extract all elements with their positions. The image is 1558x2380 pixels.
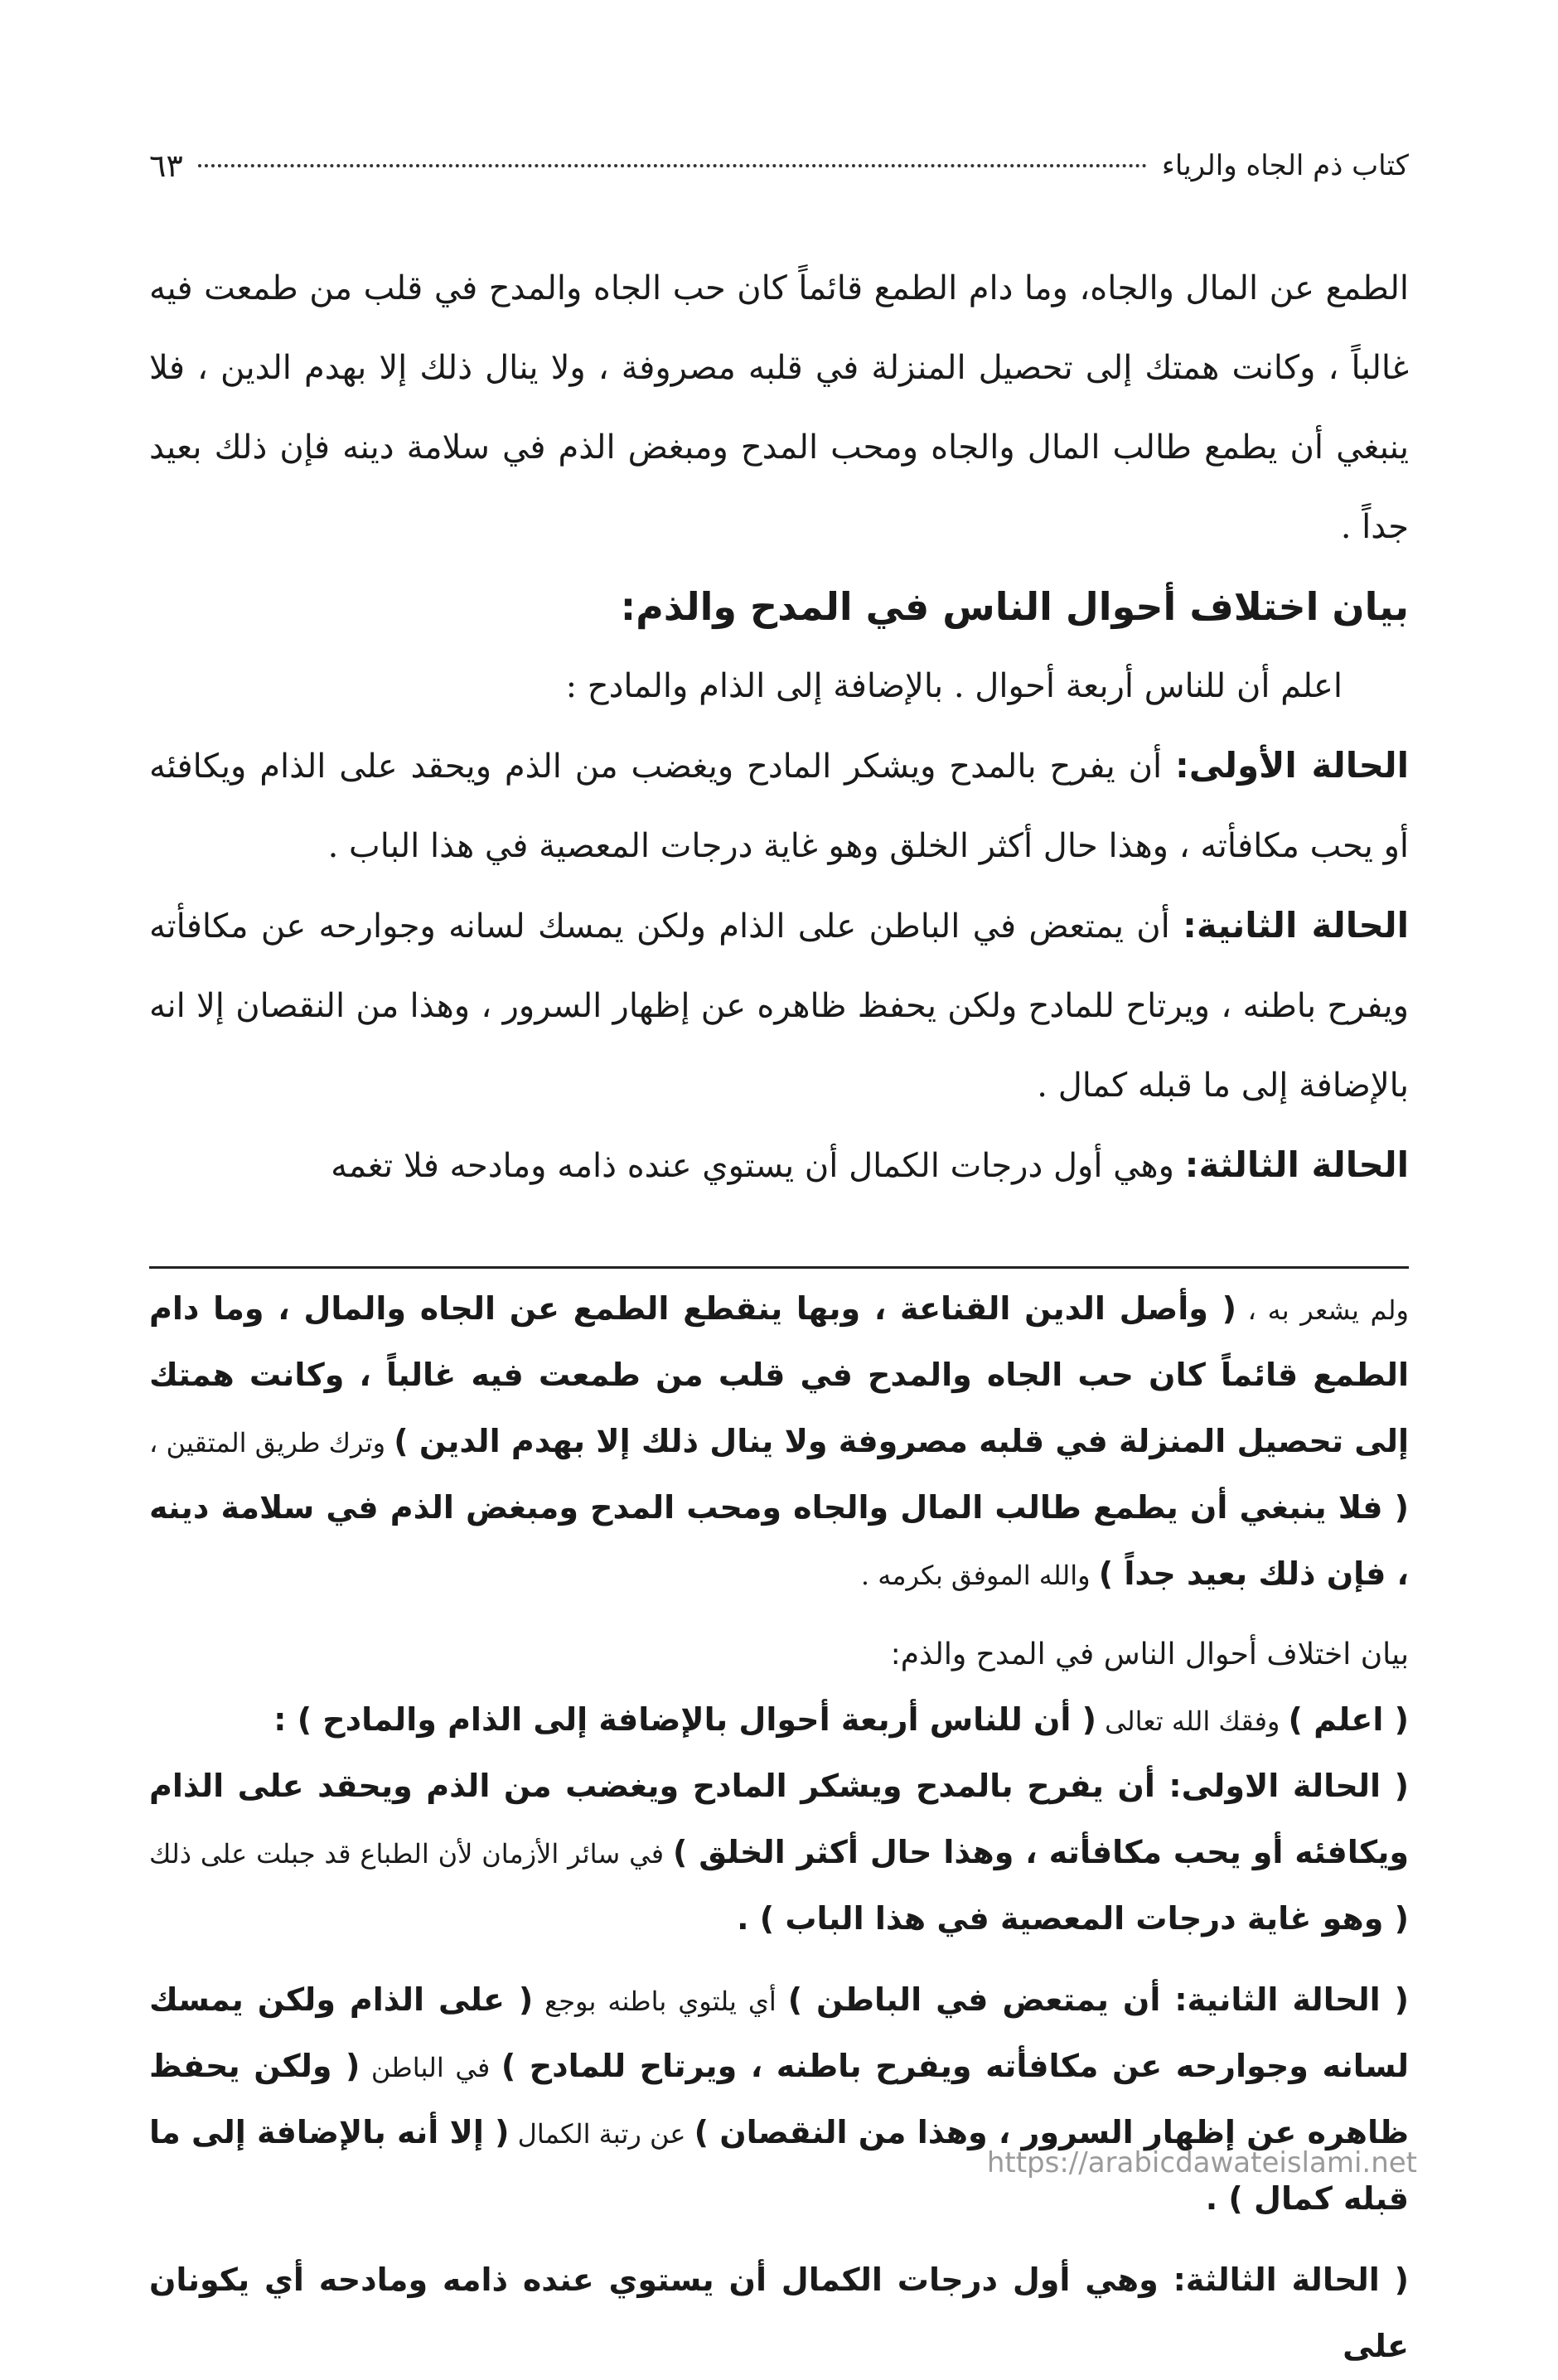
quoted-text: ( الحالة الثانية: أن يمتعض في الباطن ) bbox=[787, 1981, 1409, 2018]
running-header bbox=[149, 141, 1409, 191]
quoted-text: ( الحالة الاولى: أن يفرح بالمدح ويشكر المادح ويغضب من الذم ويحقد على الذام ويكافئه أو يحب مكافأته ، وهذا حال أكثر الخلق ) bbox=[149, 1768, 1409, 1870]
quoted-text: ( وهو غاية درجات المعصية في هذا الباب ) . bbox=[737, 1900, 1409, 1937]
case-3-paragraph bbox=[149, 1125, 1409, 1206]
case-1-paragraph bbox=[149, 726, 1409, 886]
commentary-text: والله الموفق بكرمه . bbox=[860, 1560, 1099, 1591]
commentary-text: عن رتبة الكمال bbox=[509, 2118, 694, 2150]
commentary-paragraph-5 bbox=[149, 1967, 1409, 2232]
commentary-paragraph-6 bbox=[149, 2247, 1409, 2380]
commentary-section bbox=[149, 1276, 1409, 2380]
quoted-text: ( أن للناس أربعة أحوال بالإضافة إلى الذام والمادح ) : bbox=[273, 1701, 1096, 1738]
footnote-divider bbox=[149, 1266, 1409, 1269]
case-2-paragraph bbox=[149, 886, 1409, 1125]
quoted-text: ( الحالة الثالثة: وهي أول درجات الكمال أن يستوي عنده ذامه ومادحه أي يكونان على bbox=[149, 2261, 1409, 2364]
quoted-text: ( وأصل الدين القناعة ، وبها ينقطع الطمع عن الجاه والمال ، وما دام الطمع قائماً كان حب الجاه والمدح في قلب من طمعت فيه غالباً ، وكانت همتك إلى تحصيل المنزلة في قلبه مصروفة ولا ينال ذلك إلا بهدم الدين ) bbox=[149, 1290, 1409, 1459]
case-3-text: وهي أول درجات الكمال أن يستوي عنده ذامه ومادحه فلا تغمه bbox=[331, 1147, 1174, 1185]
case-2-label: الحالة الثانية: bbox=[1183, 905, 1409, 946]
quoted-text: ( على الذام ولكن يمسك لسانه وجوارحه عن مكافأته ويفرح باطنه ، ويرتاح للمادح ) bbox=[149, 1981, 1410, 2084]
commentary-text: ولم يشعر به ، bbox=[1236, 1294, 1410, 1326]
section-heading: بيان اختلاف أحوال الناس في المدح والذم: bbox=[620, 584, 1409, 629]
case-1-text: أن يفرح بالمدح ويشكر المادح ويغضب من الذم ويحقد على الذام ويكافئه أو يحب مكافأته ، وهذا حال أكثر الخلق وهو غاية درجات المعصية في هذا الباب . bbox=[149, 747, 1409, 865]
quoted-text: ( ولكن يحفظ ظاهره عن إظهار السرور ، وهذا من النقصان ) bbox=[149, 2048, 1410, 2150]
commentary-paragraph-1 bbox=[149, 1276, 1409, 1608]
intro-paragraph: اعلم أن للناس أربعة أحوال . بالإضافة إلى الذام والمادح : bbox=[565, 667, 1343, 705]
commentary-text: وترك طريق المتقين ، bbox=[149, 1427, 394, 1458]
commentary-text: في سائر الأزمان لأن الطباع قد جبلت على ذلك bbox=[149, 1838, 673, 1870]
commentary-text: أي يلتوي باطنه بوجع bbox=[533, 1986, 788, 2017]
page-number: ٦٣ bbox=[149, 148, 183, 184]
case-3-label: الحالة الثالثة: bbox=[1184, 1144, 1409, 1185]
case-2-text: أن يمتعض في الباطن على الذام ولكن يمسك لسانه وجوارحه عن مكافأته ويفرح باطنه ، ويرتاح للمادح ولكن يحفظ ظاهره عن إظهار السرور ، وهذا من النقصان إلا انه بالإضافة إلى ما قبله كمال . bbox=[149, 907, 1409, 1105]
commentary-paragraph-3 bbox=[149, 1687, 1409, 1754]
commentary-text: وفقك الله تعالى bbox=[1096, 1705, 1289, 1737]
case-1-label: الحالة الأولى: bbox=[1174, 745, 1410, 786]
commentary-text: في الباطن bbox=[360, 2052, 501, 2083]
book-title: كتاب ذم الجاه والرياء bbox=[1161, 149, 1409, 182]
main-text bbox=[149, 249, 1409, 1206]
commentary-paragraph-4 bbox=[149, 1754, 1409, 1952]
header-leader-dots bbox=[198, 164, 1147, 167]
watermark-url: https://arabicdawateislami.net bbox=[986, 2146, 1417, 2179]
quoted-text: ( إلا أنه بالإضافة إلى ما قبله كمال ) . bbox=[149, 2114, 1409, 2217]
quoted-text: ( فلا ينبغي أن يطمع طالب المال والجاه ومحب المدح ومبغض الذم في سلامة دينه ، فإن ذلك بعيد جداً ) bbox=[149, 1489, 1409, 1592]
quoted-text: ( اعلم ) bbox=[1288, 1701, 1409, 1738]
main-paragraph-1: الطمع عن المال والجاه، وما دام الطمع قائماً كان حب الجاه والمدح في قلب من طمعت فيه غالباً ، وكانت همتك إلى تحصيل المنزلة في قلبه مصروفة ، ولا ينال ذلك إلا بهدم الدين ، فلا ينبغي أن يطمع طالب المال والجاه ومحب المدح ومبغض الذم في سلامة دينه فإن ذلك بعيد جداً . bbox=[149, 269, 1409, 546]
commentary-heading: بيان اختلاف أحوال الناس في المدح والذم: bbox=[890, 1637, 1409, 1671]
